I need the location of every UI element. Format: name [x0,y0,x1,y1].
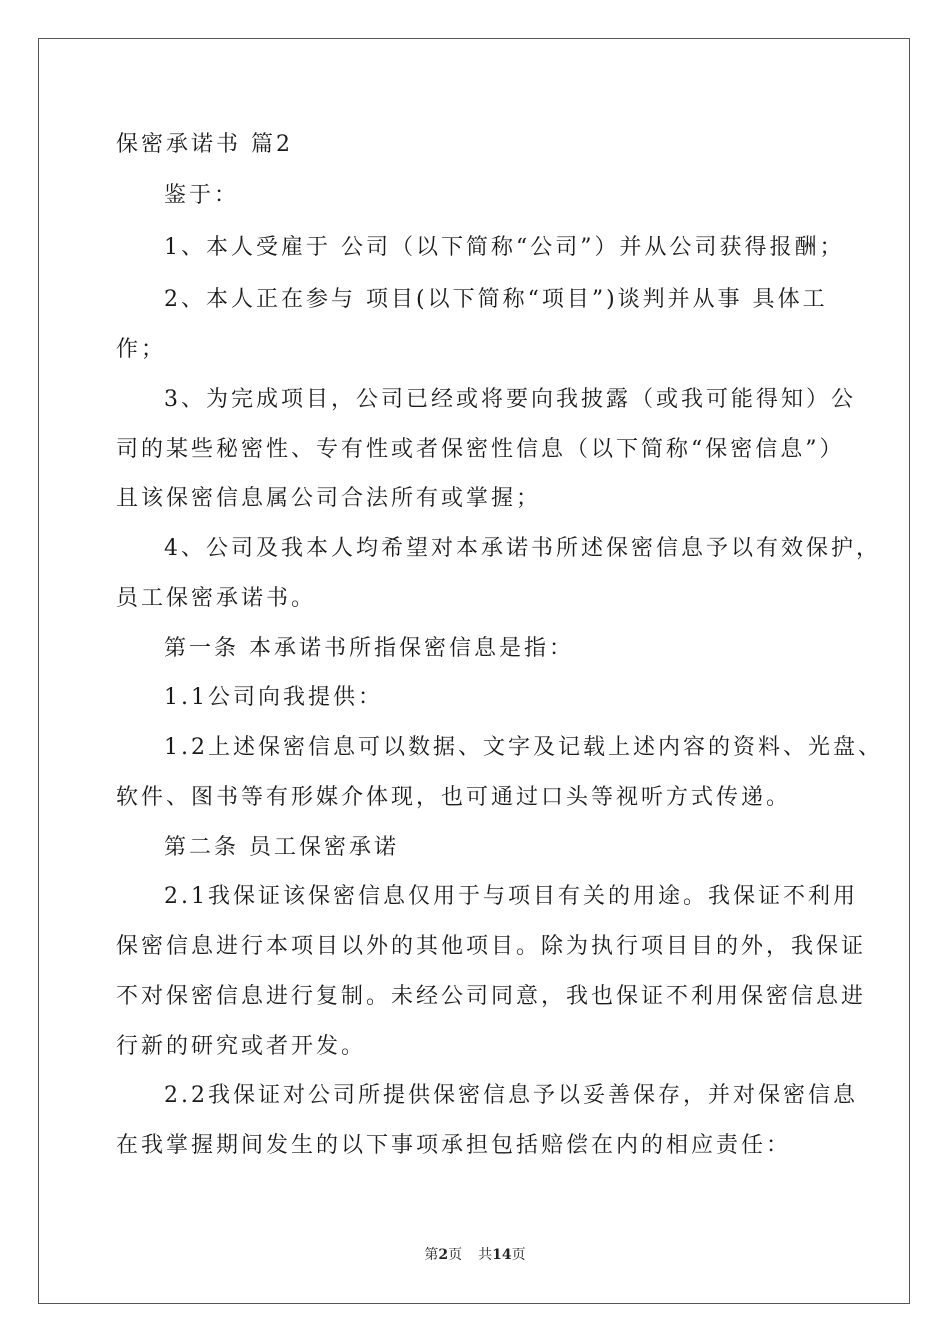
page-total-count: 14 [492,1247,512,1263]
page-total-prefix: 共 [478,1247,493,1263]
page-number-current: 2 [438,1247,449,1263]
paragraph-line: 不对保密信息进行复制。未经公司同意，我也保证不利用保密信息进 [116,984,867,1009]
paragraph-line: 1、本人受雇于 公司（以下简称“公司”）并从公司获得报酬； [164,235,845,260]
paragraph-line: 行新的研究或者开发。 [116,1034,367,1059]
paragraph-line: 3、为完成项目，公司已经或将要向我披露（或我可能得知）公 [164,387,856,412]
paragraph-line: 4、公司及我本人均希望对本承诺书所述保密信息予以有效保护， [164,536,881,561]
page-number-suffix: 页 [448,1247,463,1263]
paragraph-line: 2.1我保证该保密信息仅用于与项目有关的用途。我保证不利用 [164,884,858,909]
paragraph-line: 2.2我保证对公司所提供保密信息予以妥善保存，并对保密信息 [164,1083,858,1108]
paragraph-line: 2、本人正在参与 项目(以下简称“项目”)谈判并从事 具体工 [164,287,828,312]
paragraph-line: 司的某些秘密性、专有性或者保密性信息（以下简称“保密信息”） [116,437,845,462]
document-title: 保密承诺书 篇2 [116,132,293,157]
page-total-suffix: 页 [511,1247,526,1263]
section-heading: 第一条 本承诺书所指保密信息是指： [164,636,574,661]
paragraph-line: 1.2上述保密信息可以数据、文字及记载上述内容的资料、光盘、 [164,735,883,760]
section-heading: 第二条 员工保密承诺 [164,835,399,860]
paragraph-line: 鉴于： [164,183,240,208]
paragraph-line: 且该保密信息属公司合法所有或掌握； [116,486,542,511]
paragraph-line: 员工保密承诺书。 [116,586,317,611]
paragraph-line: 1.1公司向我提供： [164,685,383,710]
paragraph-line: 作； [116,337,167,362]
page-number-prefix: 第 [424,1247,439,1263]
page-footer [0,1245,950,1265]
paragraph-line: 保密信息进行本项目以外的其他项目。除为执行项目目的外，我保证 [116,934,867,959]
page-border [38,38,910,1304]
paragraph-line: 在我掌握期间发生的以下事项承担包括赔偿在内的相应责任： [116,1133,792,1158]
paragraph-line: 软件、图书等有形媒介体现，也可通过口头等视听方式传递。 [116,785,792,810]
